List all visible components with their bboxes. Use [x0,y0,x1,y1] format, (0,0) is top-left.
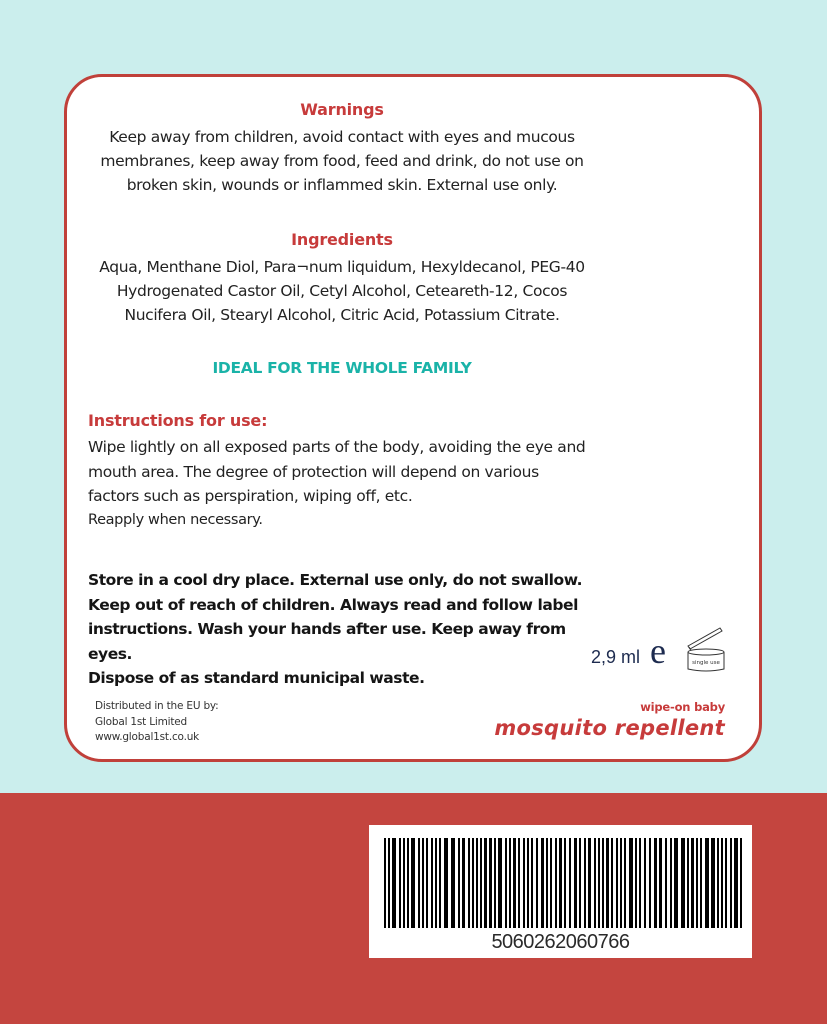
instructions-line: factors such as perspiration, wiping off, etc. [88,487,413,505]
instructions-text [88,435,608,531]
barcode-bars [384,838,744,928]
instructions-line: Wipe lightly on all exposed parts of the body, avoiding the eye and [88,438,586,456]
warnings-line: Keep away from children, avoid contact with eyes and mucous [109,128,575,146]
estimated-sign-icon: e [650,631,666,671]
open-jar-single-use-icon [684,625,729,673]
distributor-line: Distributed in the EU by: [95,700,219,712]
storage-line: Store in a cool dry place. External use only, do not swallow. [88,571,583,589]
warnings-line: membranes, keep away from food, feed and drink, do not use on [100,152,584,170]
instructions-line: mouth area. The degree of protection will depend on various [88,462,539,481]
ingredients-text [67,255,617,327]
reapply-note: Reapply when necessary. [88,511,263,528]
svg-text:single use: single use [692,660,720,666]
warnings-line: broken skin, wounds or inflammed skin. External use only. [126,176,558,194]
ingredients-line: Nucifera Oil, Stearyl Alcohol, Citric Acid, Potassium Citrate. [124,306,560,324]
ingredients-heading: Ingredients [291,230,393,249]
barcode-number: 5060262060766 [491,931,630,953]
distributor-info [95,699,219,746]
label-card [64,74,762,762]
storage-line: Dispose of as standard municipal waste. [88,669,425,687]
brand-subtitle: wipe-on baby [640,700,725,714]
distributor-website: www.global1st.co.uk [95,731,200,743]
warnings-heading: Warnings [300,100,384,119]
distributor-company: Global 1st Limited [95,715,187,728]
volume-amount: 2,9 ml [591,647,641,667]
ingredients-line: Aqua, Menthane Diol, Para¬num liquidum, Hexyldecanol, PEG-40 [99,258,585,276]
ingredients-line: Hydrogenated Castor Oil, Cetyl Alcohol, Ceteareth-12, Cocos [116,282,568,300]
storage-line: Keep out of reach of children. Always read and follow label [88,595,578,614]
storage-line: instructions. Wash your hands after use. Keep away from eyes. [88,620,566,663]
storage-text [88,568,608,691]
brand-product-name: mosquito repellent [494,716,725,740]
family-tagline: IDEAL FOR THE WHOLE FAMILY [212,359,472,377]
barcode [369,825,752,958]
warnings-text [67,125,617,197]
instructions-heading: Instructions for use: [88,411,268,430]
